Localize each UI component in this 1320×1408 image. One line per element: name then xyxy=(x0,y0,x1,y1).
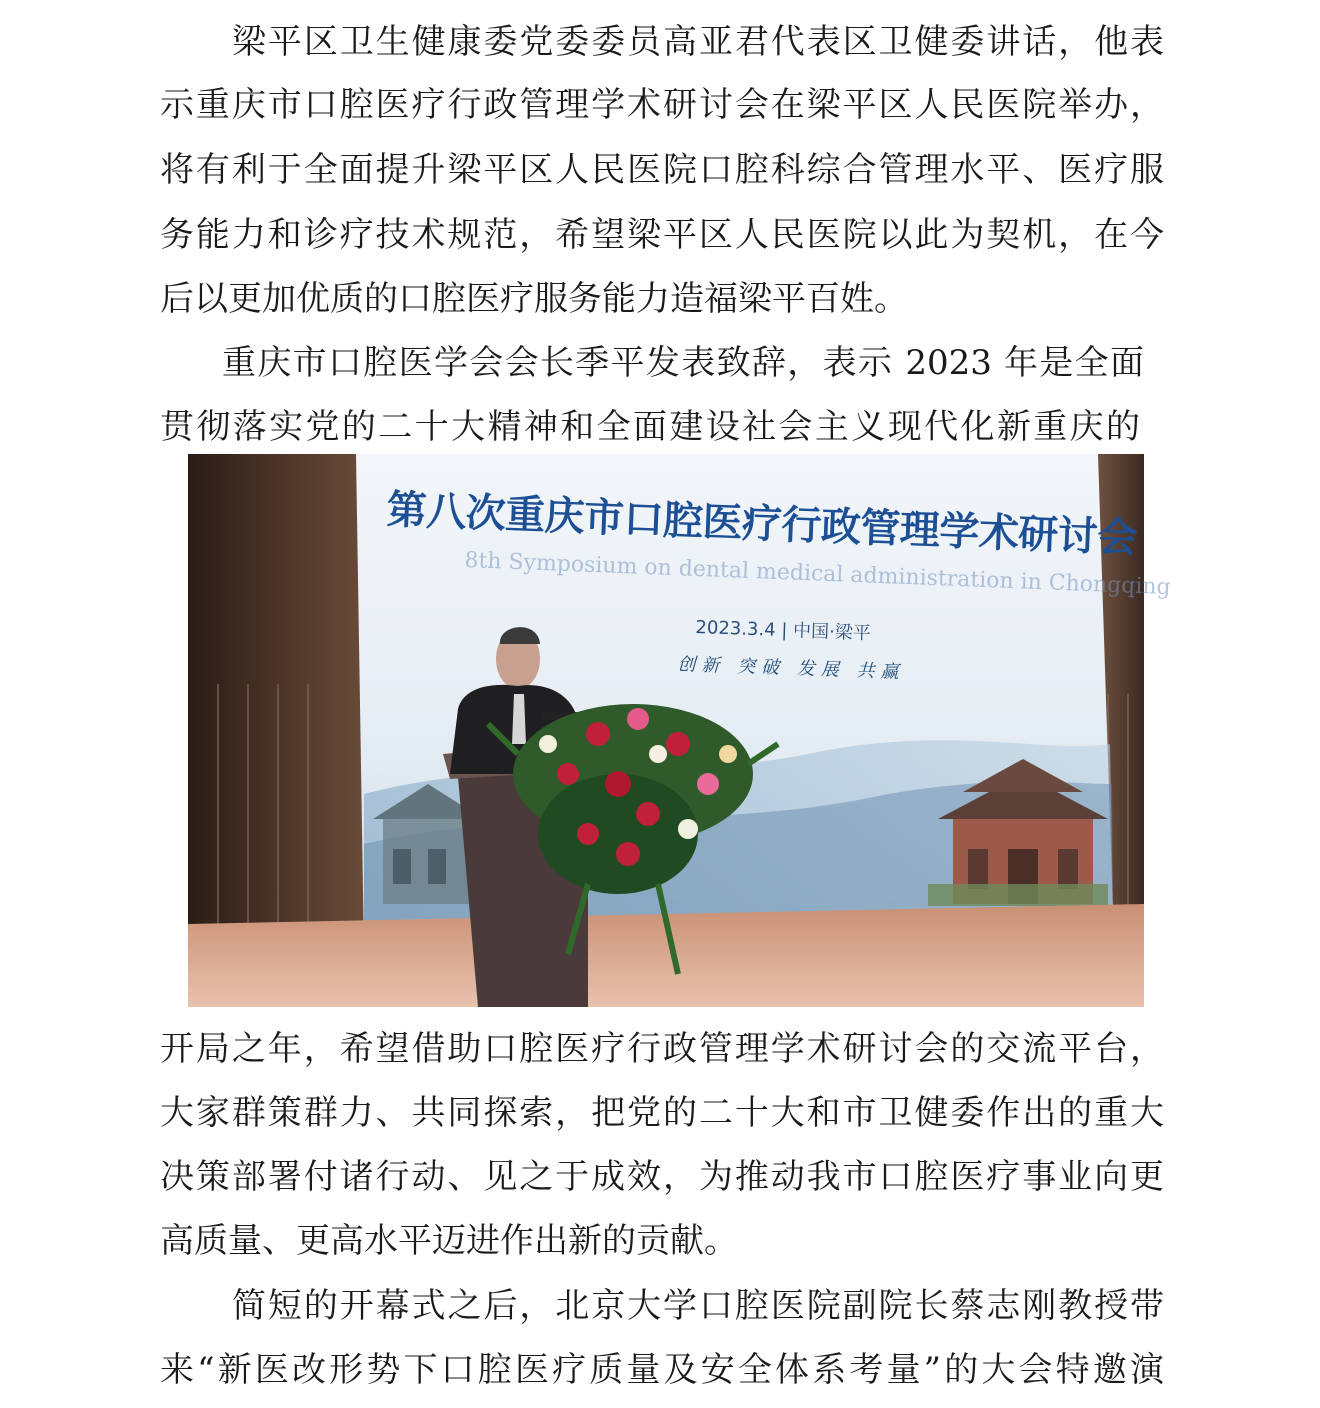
paragraph-3-line-1: 简短的开幕式之后，北京大学口腔医院副院长蔡志刚教授带 xyxy=(232,1286,1164,1326)
paragraph-1-line-2: 示重庆市口腔医疗行政管理学术研讨会在梁平区人民医院举办， xyxy=(160,85,1164,125)
paragraph-1-line-5: 后以更加优质的口腔医疗服务能力造福梁平百姓。 xyxy=(160,279,908,319)
paragraph-3-line-2: 来“新医改形势下口腔医疗质量及安全体系考量”的大会特邀演 xyxy=(160,1350,1164,1390)
paragraph-2-line-4: 大家群策群力、共同探索，把党的二十大和市卫健委作出的重大 xyxy=(160,1093,1164,1133)
paragraph-1-line-4: 务能力和诊疗技术规范，希望梁平区人民医院以此为契机，在今 xyxy=(160,215,1164,255)
screen-slogan: 创新 突破 发展 共赢 xyxy=(677,653,905,683)
paragraph-1-line-1: 梁平区卫生健康委党委委员高亚君代表区卫健委讲话，他表 xyxy=(232,22,1164,62)
paragraph-2-line-1: 重庆市口腔医学会会长季平发表致辞，表示 2023 年是全面 xyxy=(222,343,1144,383)
screen-subtitle: 8th Symposium on dental medical administration in Chongqing xyxy=(464,548,1172,601)
screen-title: 第八次重庆市口腔医疗行政管理学术研讨会 xyxy=(385,485,1138,562)
screen-date: 2023.3.4 | 中国·梁平 xyxy=(695,616,872,645)
paragraph-1-line-3: 将有利于全面提升梁平区人民医院口腔科综合管理水平、医疗服 xyxy=(160,150,1164,190)
paragraph-2-line-2: 贯彻落实党的二十大精神和全面建设社会主义现代化新重庆的 xyxy=(160,407,1140,447)
paragraph-2-line-3: 开局之年，希望借助口腔医疗行政管理学术研讨会的交流平台， xyxy=(160,1029,1164,1069)
paragraph-2-line-5: 决策部署付诸行动、见之于成效，为推动我市口腔医疗事业向更 xyxy=(160,1157,1164,1197)
paragraph-2-line-6: 高质量、更高水平迈进作出新的贡献。 xyxy=(160,1221,738,1261)
